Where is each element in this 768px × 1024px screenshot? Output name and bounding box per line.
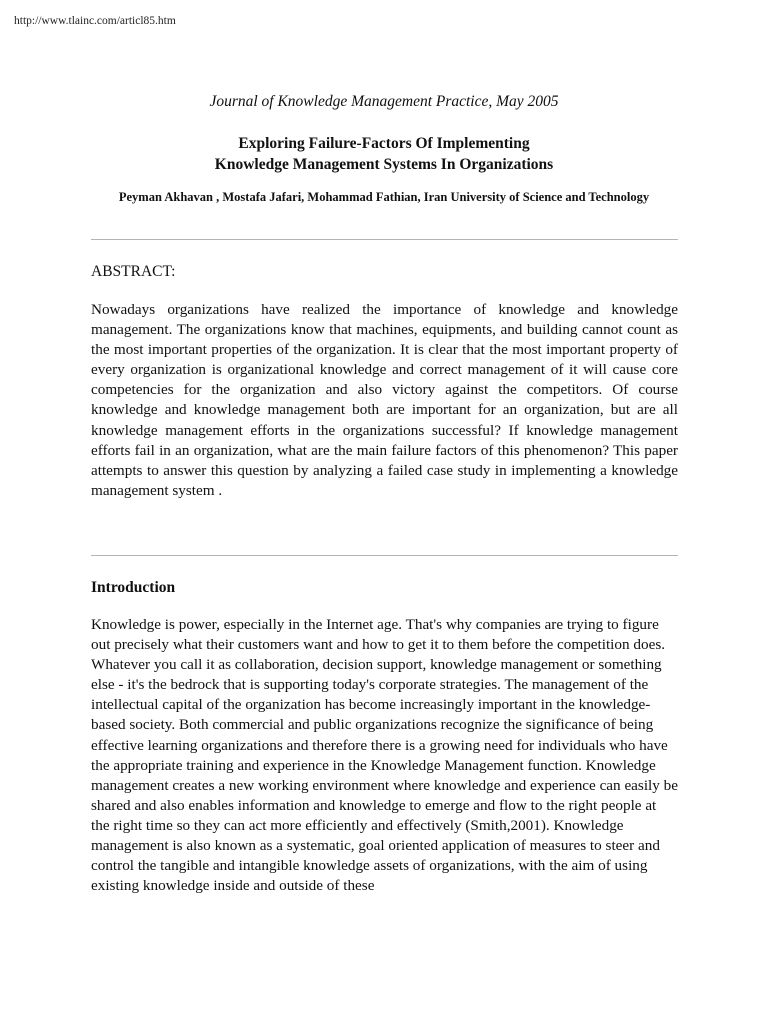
abstract-text: Nowadays organizations have realized the importance of knowledge and knowledge management. The organizations know that machines, equipments, and building cannot count as the most important properties of the organization. It is clear that the most important property of every organization is organizational knowledge and correct management of it will cause core competencies for the organization and also victory against the competitors. Of course knowledge and knowledge management both are important for an organization, but are all knowledge management efforts in the organizations successful? If knowledge management efforts fail in an organization, what are the main failure factors of this phenomenon? This paper attempts to answer this question by analyzing a failed case study in implementing a knowledge management system . <box>91 301 678 499</box>
introduction-heading: Introduction <box>91 579 176 596</box>
divider-middle <box>91 555 678 556</box>
authors: Peyman Akhavan , Mostafa Jafari, Mohammad Fathian, Iran University of Science and Technology <box>118 190 650 204</box>
introduction-text: Knowledge is power, especially in the Internet age. That's why companies are trying to figure out precisely what their customers want and how to get it to them before the competition does. Whatever you call it as collaboration, decision support, knowledge management or something else - it's the bedrock that is supporting today's corporate strategies. The management of the intellectual capital of the organization has become increasingly important in the knowledge-based society. Both commercial and public organizations recognize the significance of being effective learning organizations and therefore there is a growing need for individuals who have the appropriate training and experience in the Knowledge Management function. Knowledge management creates a new working environment where knowledge and experience can easily be shared and also enables information and knowledge to emerge and flow to the right people at the right time so they can act more efficiently and effectively (Smith,2001). Knowledge management is also known as a systematic, goal oriented application of measures to steer and control the tangible and intangible knowledge assets of organizations, with the aim of using existing knowledge inside and outside of these <box>91 616 678 895</box>
abstract-heading: ABSTRACT: <box>91 263 176 280</box>
divider-top <box>91 239 678 240</box>
journal-name: Journal of Knowledge Management Practice, May 2005 <box>209 93 559 110</box>
article-title-line-1: Exploring Failure-Factors Of Implementing <box>238 135 530 152</box>
page-url: http://www.tlainc.com/articl85.htm <box>14 15 176 27</box>
article-title <box>0 133 768 175</box>
article-title-line-2: Knowledge Management Systems In Organizations <box>214 156 554 173</box>
